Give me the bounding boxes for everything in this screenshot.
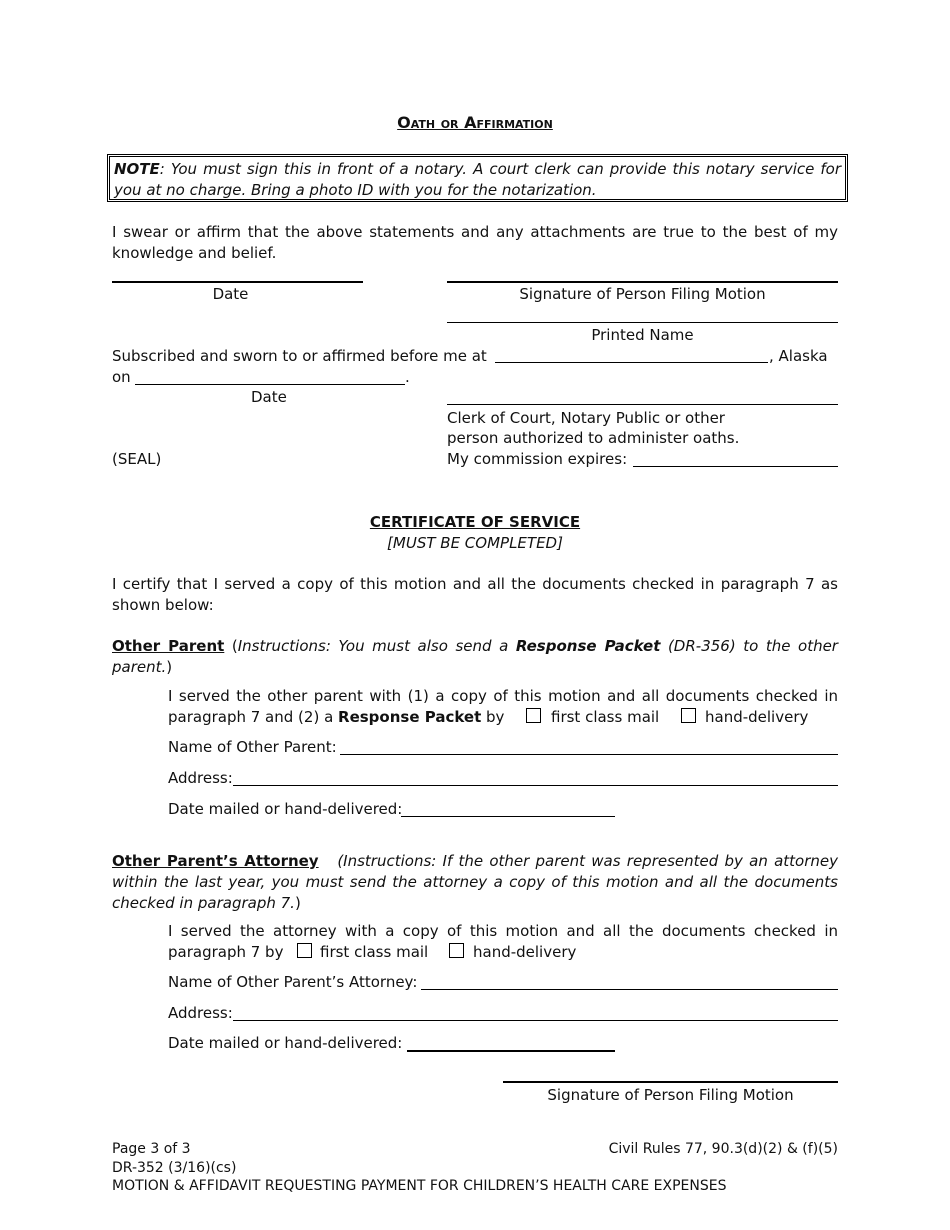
seal-label: (SEAL) [112,450,162,468]
oath-title: Oath or Affirmation [397,113,553,132]
footer-form: DR-352 (3/16)(cs) [112,1160,237,1176]
notary-signature-line[interactable] [447,404,838,405]
attorney-heading-block [112,851,838,914]
op-date-line[interactable] [401,816,615,817]
att-name-label: Name of Other Parent’s Attorney: [168,973,418,991]
op-address-label: Address: [168,769,233,787]
att-hand-delivery-label: hand-delivery [473,943,577,961]
note-label: NOTE [114,160,160,178]
att-served-text: I served the attorney with a copy of this motion and all the documents checked in [168,922,838,940]
commission-line[interactable] [633,466,838,467]
attorney-instr-close: ) [294,894,301,912]
op-served-text2: paragraph 7 and (2) a [168,708,339,726]
att-date-line[interactable] [407,1050,615,1052]
alaska-label: , Alaska [769,347,828,365]
op-first-class-label: first class mail [551,708,660,726]
op-hand-delivery-label: hand-delivery [705,708,809,726]
op-date-label: Date mailed or hand-delivered: [168,800,403,818]
op-hand-delivery-checkbox[interactable] [681,708,696,723]
op-name-label: Name of Other Parent: [168,738,337,756]
instr-text-b: (DR-356) to the other parent. [112,637,838,676]
op-served-line2 [168,708,504,726]
final-signature-line[interactable] [503,1081,838,1083]
printed-name-line[interactable] [447,322,838,323]
note-box [107,154,848,202]
subscribed-date-line[interactable] [135,384,405,385]
instr-text-a: Instructions: You must also send a [237,637,516,655]
commission-label: My commission expires: [447,450,628,468]
date-label: Date [212,285,249,303]
signature-label: Signature of Person Filing Motion [519,285,766,303]
footer-title: MOTION & AFFIDAVIT REQUESTING PAYMENT FOR CHILDREN’S HEALTH CARE EXPENSES [112,1178,727,1194]
note-text: : You must sign this in front of a notary. A court clerk can provide this notary service for you at no charge. Bring a photo ID with you for the notarization. [114,160,841,199]
footer-page: Page 3 of 3 [112,1141,191,1157]
att-address-line[interactable] [233,1020,838,1021]
op-address-line[interactable] [233,785,838,786]
op-first-class-checkbox[interactable] [526,708,541,723]
other-parent-heading: Other Parent [112,637,225,655]
attorney-instr: (Instructions: If the other parent was represented by an attorney within the last year, you must send the attorney a copy of this motion and all the documents checked in paragraph 7. [112,852,838,912]
att-name-line[interactable] [421,989,838,990]
other-parent-heading-block [112,636,838,678]
op-served-text: I served the other parent with (1) a copy of this motion and all documents checked in [168,687,838,705]
instr-close: ) [166,658,173,676]
subscribed-text: Subscribed and sworn to or affirmed before me at [112,347,487,365]
certificate-title: CERTIFICATE OF SERVICE [369,513,581,531]
att-address-label: Address: [168,1004,233,1022]
instr-response-packet: Response Packet [515,637,661,655]
certificate-subtitle: [MUST BE COMPLETED] [387,534,563,552]
op-by: by [481,708,505,726]
att-first-class-checkbox[interactable] [297,943,312,958]
att-hand-delivery-checkbox[interactable] [449,943,464,958]
printed-name-label: Printed Name [591,326,694,344]
att-date-label: Date mailed or hand-delivered: [168,1034,403,1052]
on-label: on [112,368,131,386]
final-signature-label: Signature of Person Filing Motion [547,1086,794,1104]
date-line[interactable] [112,281,363,283]
op-name-line[interactable] [340,754,838,755]
att-served-text2: paragraph 7 by [168,943,284,961]
footer-rules: Civil Rules 77, 90.3(d)(2) & (f)(5) [608,1141,838,1157]
instr-open: ( [224,637,238,655]
certify-text: I certify that I served a copy of this motion and all the documents checked in paragraph 7 as shown below: [112,575,838,614]
att-first-class-label: first class mail [320,943,429,961]
clerk-line-1: Clerk of Court, Notary Public or other [447,409,725,427]
oath-statement: I swear or affirm that the above statements and any attachments are true to the best of my knowledge and belief. [112,223,838,262]
attorney-heading: Other Parent’s Attorney [112,852,319,870]
clerk-line-2: person authorized to administer oaths. [447,429,740,447]
op-response-packet: Response Packet [338,708,482,726]
location-line[interactable] [495,362,768,363]
period: . [405,368,410,386]
signature-line[interactable] [447,281,838,283]
subscribed-date-label: Date [251,388,287,406]
